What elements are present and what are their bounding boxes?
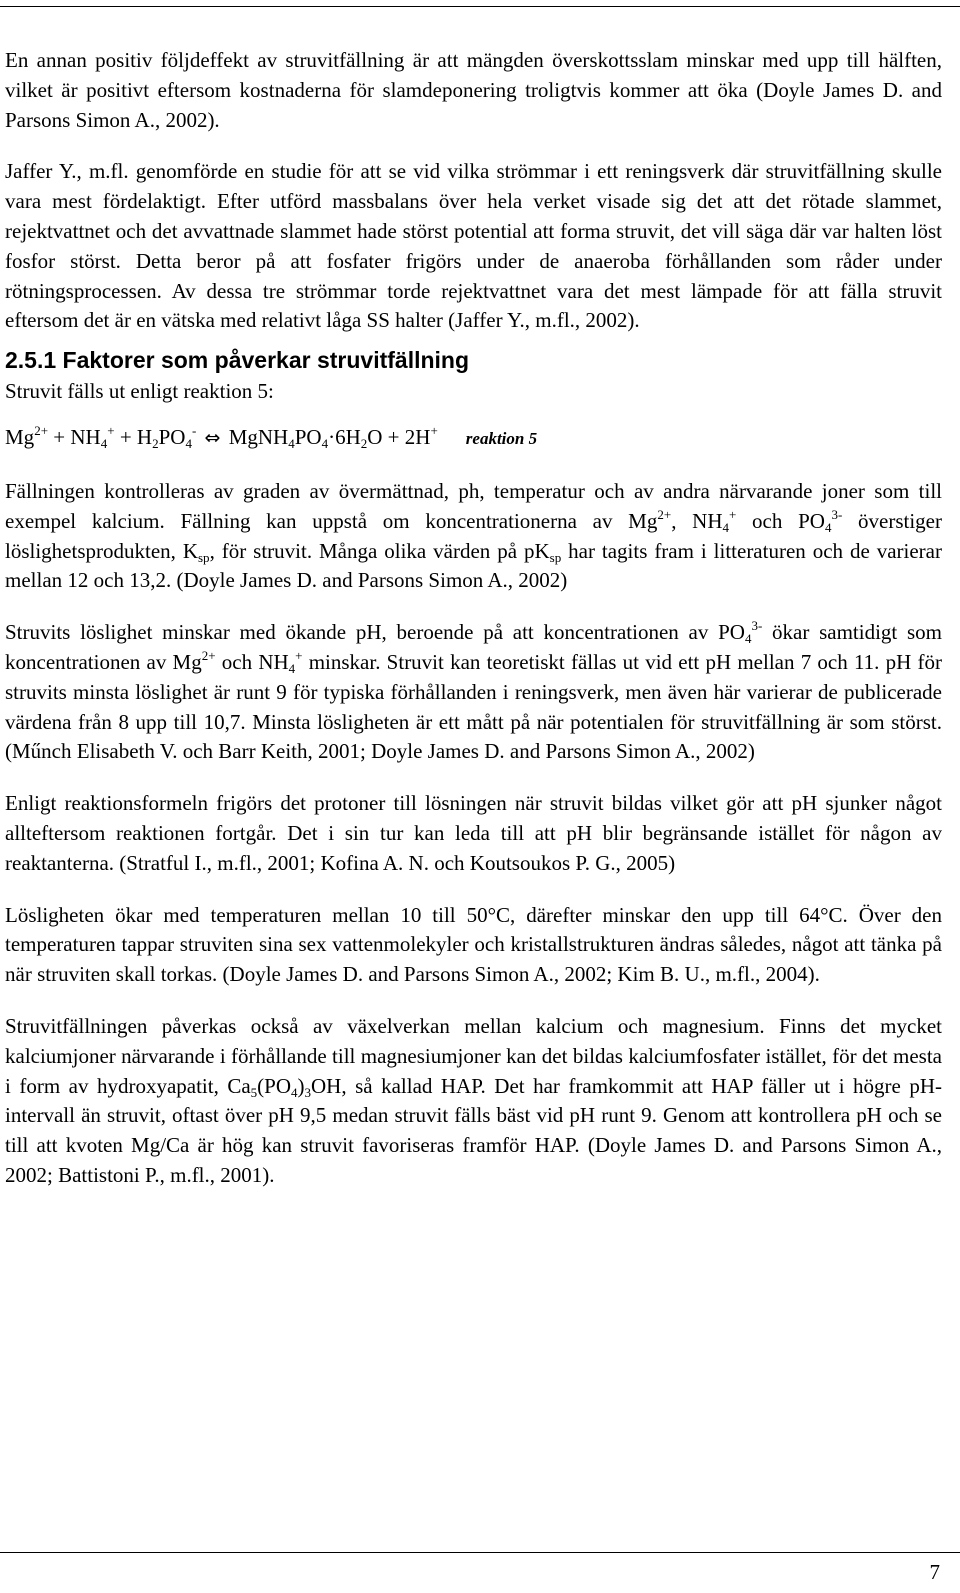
top-rule [0,6,960,7]
reaction-label: reaktion 5 [465,428,538,448]
section-heading: 2.5.1 Faktorer som påverkar struvitfällning [5,347,470,374]
page-number: 7 [929,1560,940,1584]
paragraph-calcium-magnesium: Struvitfällningen påverkas också av växelverkan mellan kalcium och magnesium. Finns det mycket kalciumjoner närvarande i förhållande till magnesiumjoner kan det bildas kalciumfosfater istället, för det mesta i form av hydroxyapatit, $Ca_5(PO_4)_3OH$, så kallad HAP. Det har framkommit att HAP fäller ut i högre pH-intervall än struvit, oftast över pH 9,5 medan struvit fälls bäst vid pH runt 9. Genom att kontrollera pH och se till att kvoten Mg/Ca är hög kan struvit favoriseras framför HAP. (Doyle James D. and Parsons Simon A., 2002; Battistoni P., m.fl., 2001). [5,1013,942,1187]
paragraph-precipitation-control: Fällningen kontrolleras av graden av övermättnad, ph, temperatur och av andra närvarande joner som till exempel kalcium. Fällning kan uppstå om koncentrationerna av $Mg^{2+}$, $NH_4^+$ och $PO_4^{3-}$ överstiger löslighetsprodukten, $K_{sp}$, för struvit. Många olika värden på $pK_{sp}$ har tagits fram i litteraturen och de varierar mellan 12 och 13,2. (Doyle James D. and Parsons Simon A., 2002) [5,478,942,593]
paragraph-sludge-reduction: En annan positiv följdeffekt av struvitfällning är att mängden överskottsslam minskar med upp till hälften, vilket är positivt eftersom kostnaderna för slamdeponering troligtvis kommer att öka (Doyle James D. and Parsons Simon A., 2002). [5,48,942,132]
paragraph-protons: Enligt reaktionsformeln frigörs det protoner till lösningen när struvit bildas vilket gör att pH sjunker något allteftersom reaktionen fortgår. Det i sin tur kan leda till att pH blir begränsande istället för någon av reaktanterna. (Stratful I., m.fl., 2001; Kofina A. N. och Koutsoukos P. G., 2005) [5,791,942,875]
reaction-intro: Struvit fälls ut enligt reaktion 5: [5,379,274,404]
footer-rule [0,1552,960,1553]
equilibrium-arrow-icon: ⇔ [204,426,221,449]
paragraph-ph-solubility: Struvits löslighet minskar med ökande pH, beroende på att koncentrationen av $PO_4^{3-}$ ökar samtidigt som koncentrationen av $Mg^{2+}$ och $NH_4^+$ minskar. Struvit kan teoretiskt fällas ut vid ett pH mellan 7 och 11. pH för struvits minsta löslighet är runt 9 för typiska förhållanden i reningsverk, men även här varierar de publicerade värdena från 8 upp till 10,7. Minsta lösligheten är ett mått på när potentialen för struvitfällning är som störst. (Műnch Elisabeth V. och Barr Keith, 2001; Doyle James D. and Parsons Simon A., 2002) [5,618,943,764]
paragraph-temperature: Lösligheten ökar med temperaturen mellan 10 till 50°C, därefter minskar den upp till 64°C. Över den temperaturen tappar struviten sina sex vattenmolekyler och kristallstrukturen ändras således, något att tänka på när struviten skall torkas. (Doyle James D. and Parsons Simon A., 2002; Kim B. U., m.fl., 2004). [5,902,942,987]
paragraph-jaffer-study: Jaffer Y., m.fl. genomförde en studie för att se vid vilka strömmar i ett reningsverk där struvitfällning skulle vara mest fördelaktigt. Efter utförd massbalans över hela verket visade sig det att det rötade slammet, rejektvattnet och det avvattnade slammet hade störst potential att forma struvit, det vill säga där var halten löst fosfor störst. Detta beror på att fosfater frigörs under de anaeroba förhållanden som råder under rötningsprocessen. Av dessa tre strömmar torde rejektvattnet vara det mest lämpade för att fälla struvit eftersom det är en vätska med relativt låga SS halter (Jaffer Y., m.fl., 2002). [5,159,942,333]
reaction-equation: $Mg^{2+} + NH_4^+ + H_2PO_4^-$ ⇔ $MgNH_4PO_4\cdot 6H_2O + 2H^+$ reaktion 5 [5,422,538,451]
document-body [5,46,942,1191]
